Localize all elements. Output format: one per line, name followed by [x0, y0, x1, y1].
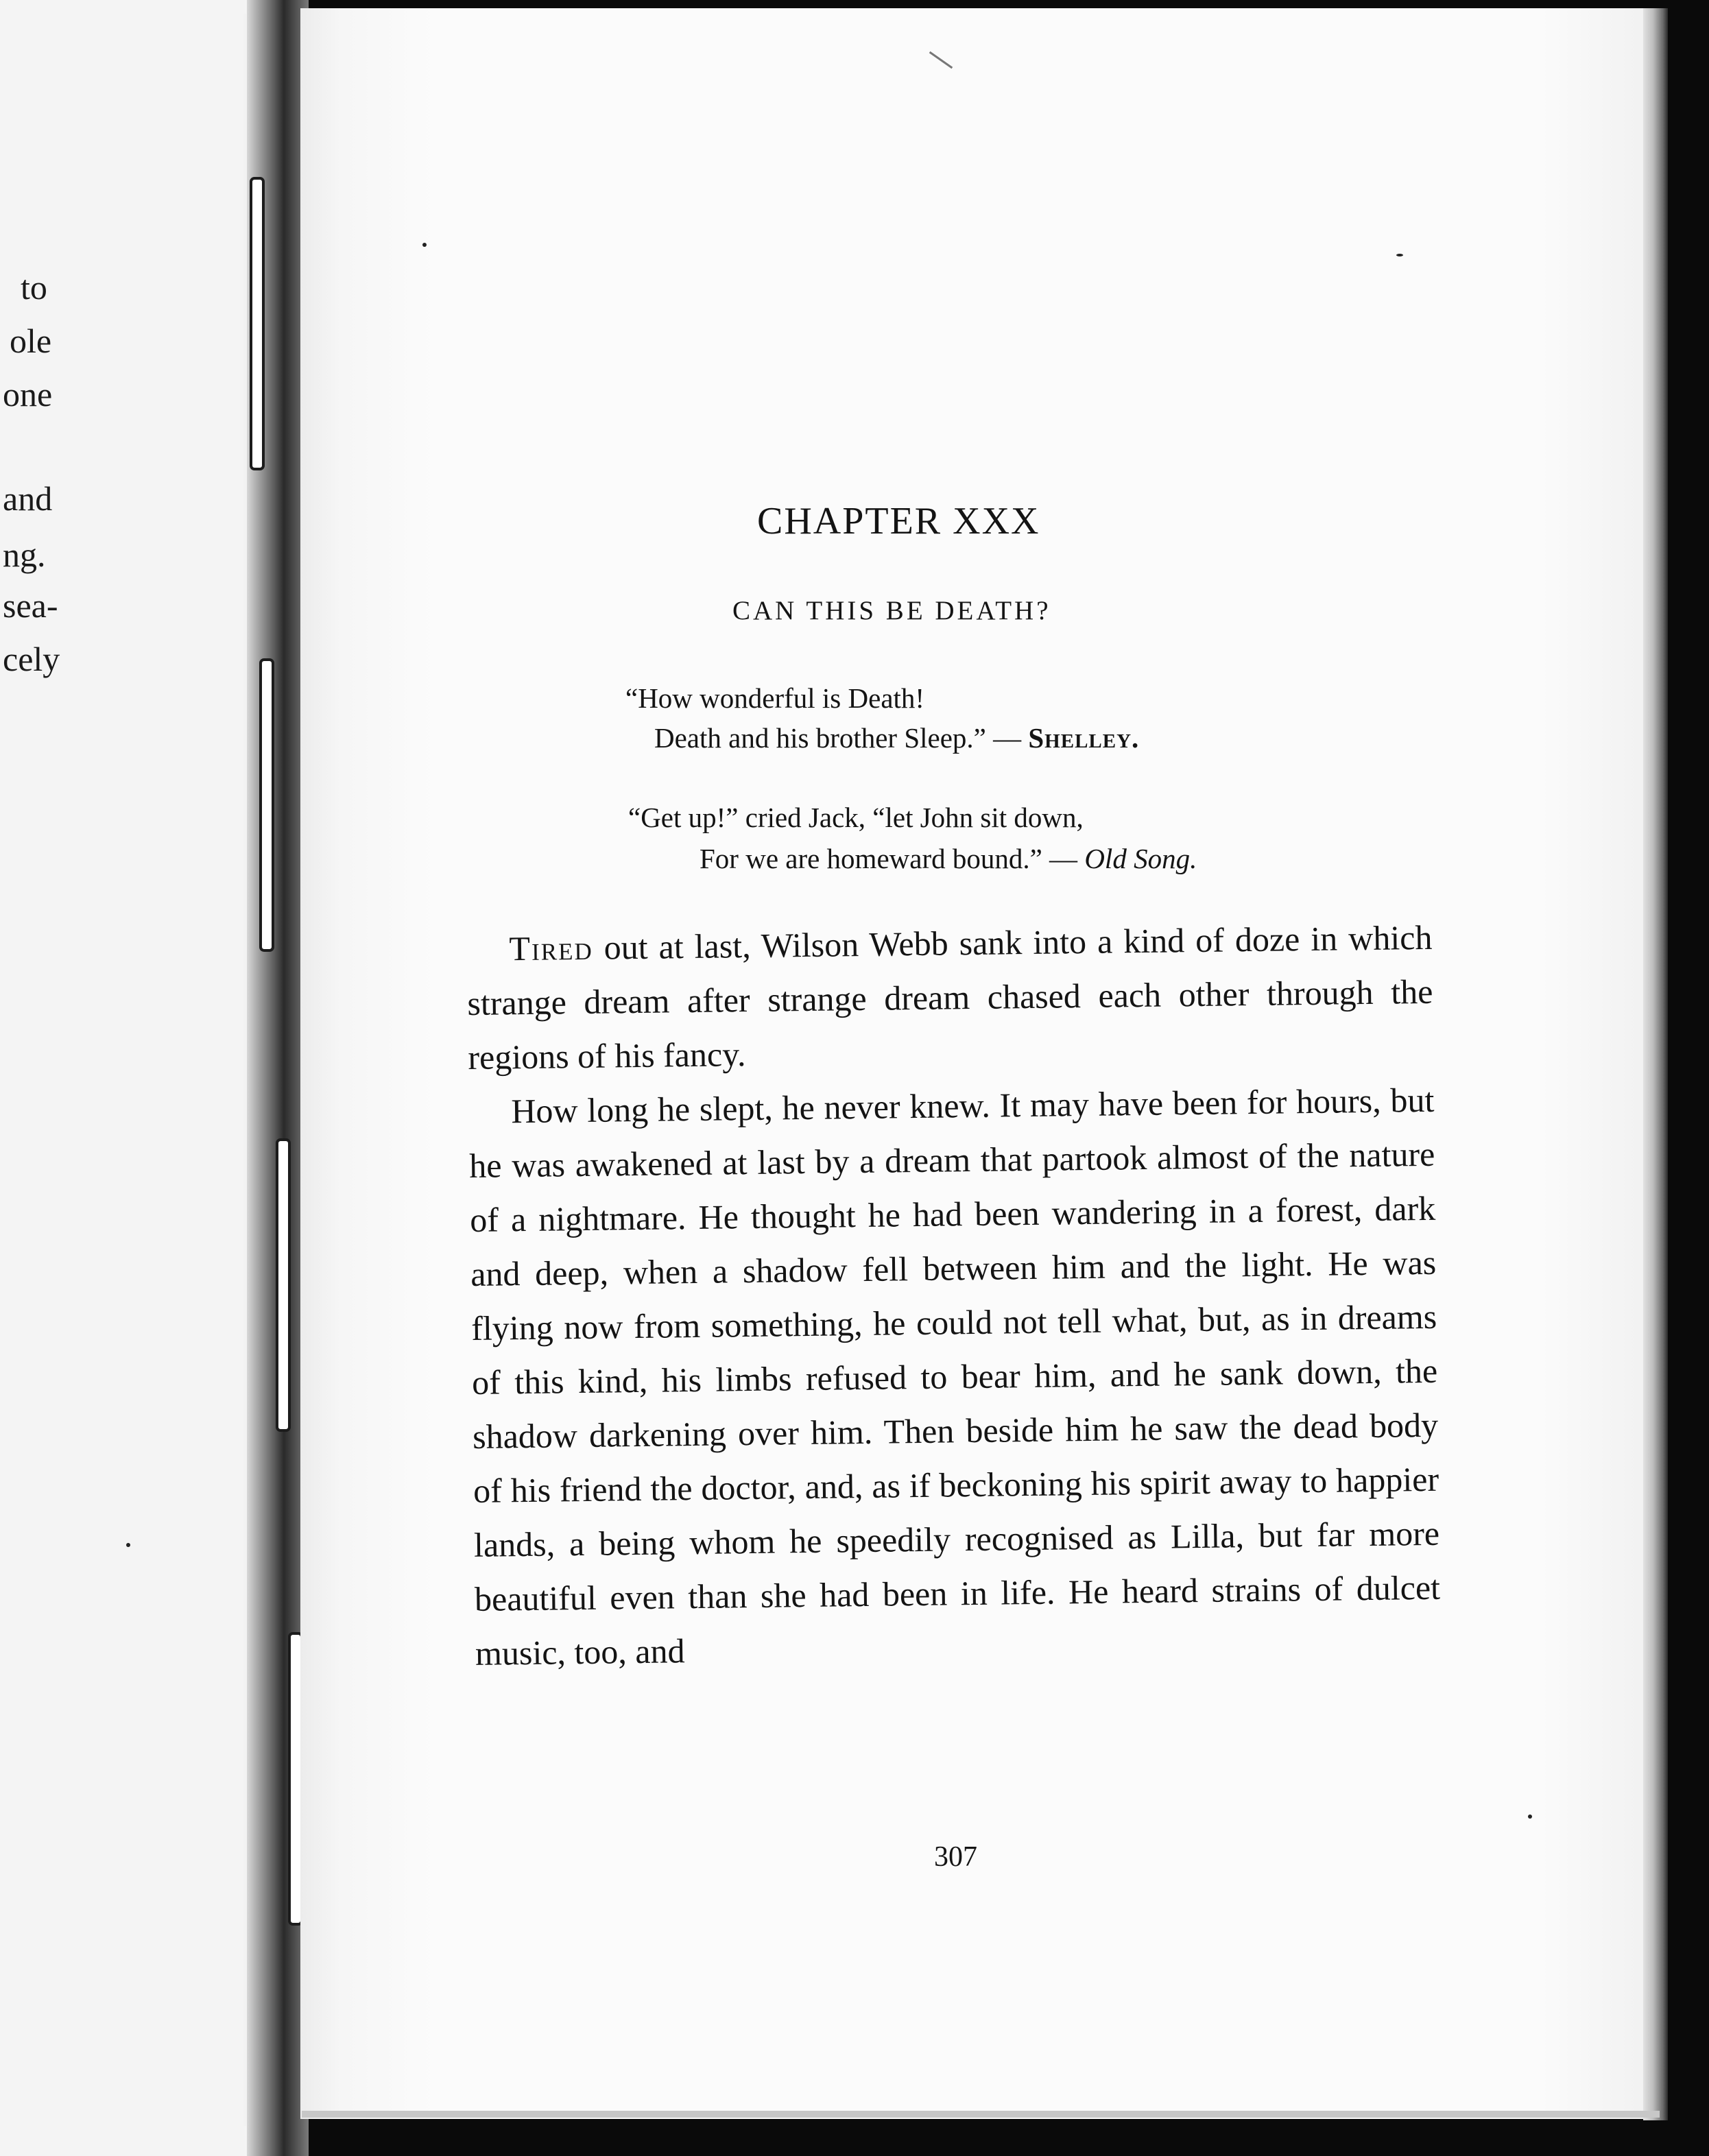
chapter-heading: CHAPTER XXX: [757, 500, 1040, 542]
left-page-fragment: and: [3, 479, 53, 518]
epigraph-line: “Get up!” cried Jack, “let John sit down,: [628, 802, 1084, 833]
left-page-fragment: sea-: [3, 586, 58, 625]
paragraph: [466, 911, 1434, 1085]
epigraph-line: [654, 724, 1139, 752]
binding-stitch: [259, 658, 274, 952]
scan-speck: [422, 243, 427, 247]
chapter-title: CAN THIS BE DEATH?: [732, 596, 1051, 625]
page-number: 307: [934, 1841, 977, 1873]
epigraph-line: “How wonderful is Death!: [625, 682, 925, 714]
left-page-fragment: cely: [3, 640, 60, 678]
binding-stitch: [250, 177, 265, 470]
scan-speck: [1396, 254, 1403, 256]
epigraph-text: Death and his brother Sleep.” —: [654, 722, 1022, 754]
binding-stitch: [276, 1138, 291, 1432]
scan-speck: [126, 1543, 130, 1547]
left-page-fragment: ng.: [3, 536, 46, 574]
epigraph-text: For we are homeward bound.” —: [700, 843, 1078, 874]
page-fore-edge: [1643, 8, 1668, 2120]
body-text: [466, 911, 1441, 1681]
epigraph-line: [700, 845, 1197, 873]
paragraph-text: How long he slept, he never knew. It may have been for hours, but he was awakened at last by a dream that partook almost of the nature of a nightmare. He thought he had been wandering in a forest, dark and deep, when a shadow fell between him and the light. He was flying now from something, he could not tell what, but, as in dreams of this kind, his limbs refused to bear him, and he sank down, the shadow darkening over him. Then beside him he saw the dead body of his friend the doctor, and, as if beckoning his spirit away to happier lands, a being whom he speedily recognised as Lilla, but far more beautiful even than she had been in life. He heard strains of dulcet music, too, and: [468, 1080, 1441, 1673]
epigraph-attribution: Old Song.: [1084, 843, 1197, 874]
page-bottom-edge: [302, 2111, 1660, 2118]
paragraph: [468, 1073, 1442, 1681]
scan-speck: [1528, 1814, 1532, 1819]
paragraph-lead: Tired: [509, 928, 594, 968]
left-page-fragment: one: [3, 375, 53, 414]
left-page-fragment: to: [21, 268, 47, 307]
paragraph-text: out at last, Wilson Webb sank into a kind of doze in which strange dream after strange dream chased each other through the regions of his fancy.: [467, 918, 1433, 1077]
epigraph-attribution: Shelley.: [1028, 722, 1140, 754]
left-page-fragment: ole: [10, 322, 52, 360]
